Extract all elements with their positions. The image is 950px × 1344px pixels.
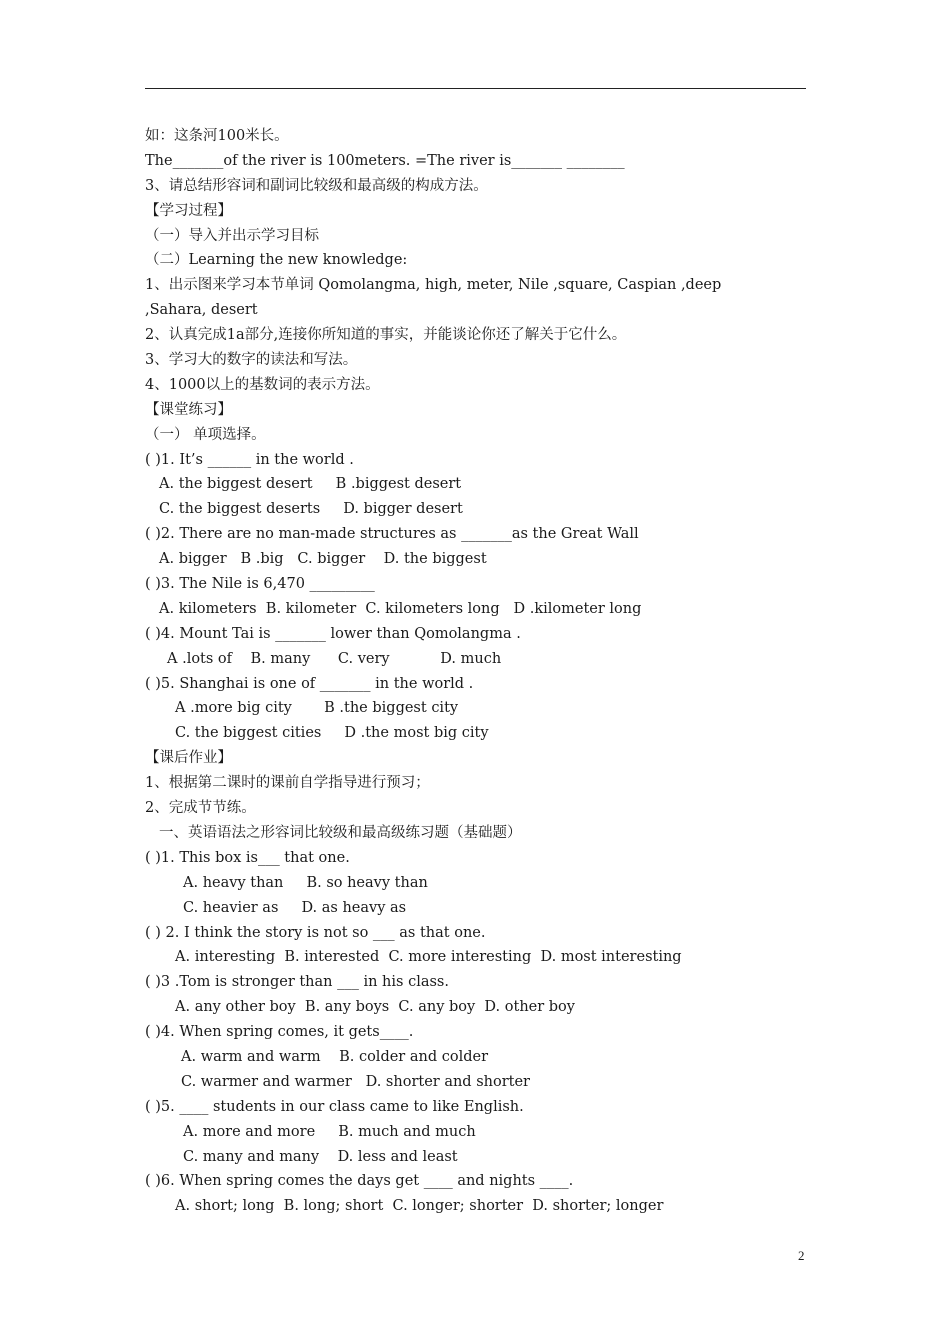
text-line: A. kilometers B. kilometer C. kilometers long D .kilometer long: [159, 600, 642, 617]
text-line: The_______of the river is 100meters. =The river is_______ ________: [145, 152, 625, 169]
text-line: 3、请总结形容词和副词比较级和最高级的构成方法。: [145, 177, 488, 194]
text-line: （一） 单项选择。: [145, 426, 266, 443]
text-line: A. bigger B .big C. bigger D. the biggest: [159, 551, 487, 568]
text-line: A. short; long B. long; short C. longer; shorter D. shorter; longer: [175, 1198, 664, 1215]
text-line: A. heavy than B. so heavy than: [183, 874, 428, 891]
text-line: 1、根据第二课时的课前自学指导进行预习；: [145, 775, 430, 792]
header-rule: [145, 88, 806, 89]
text-line: 2、完成节节练。: [145, 800, 256, 817]
text-line: 【课堂练习】: [145, 401, 232, 418]
text-line: C. the biggest cities D .the most big city: [175, 725, 489, 742]
text-line: ( ) 2. I think the story is not so ___ as that one.: [145, 924, 486, 941]
text-line: 1、出示图来学习本节单词 Qomolangma, high, meter, Nile ,square, Caspian ,deep: [145, 277, 722, 294]
text-line: ( )6. When spring comes the days get ____ and nights ____.: [145, 1173, 574, 1190]
text-line: C. the biggest deserts D. bigger desert: [159, 501, 463, 518]
text-line: 【课后作业】: [145, 750, 232, 767]
text-line: C. heavier as D. as heavy as: [183, 899, 407, 916]
text-line: ( )3 .Tom is stronger than ___ in his class.: [145, 974, 449, 991]
page-number: 2: [798, 1248, 805, 1263]
text-line: A. any other boy B. any boys C. any boy D. other boy: [175, 999, 575, 1016]
text-line: ( )1. This box is___ that one.: [145, 849, 350, 866]
text-line: 4、1000以上的基数词的表示方法。: [145, 376, 380, 393]
text-line: 一、英语语法之形容词比较级和最高级练习题（基础题）: [159, 824, 522, 841]
text-line: ,Sahara, desert: [145, 302, 258, 319]
text-line: A. interesting B. interested C. more interesting D. most interesting: [175, 949, 682, 966]
text-line: 【学习过程】: [145, 202, 232, 219]
text-line: A .lots of B. many C. very D. much: [167, 650, 502, 667]
text-line: （二）Learning the new knowledge:: [145, 252, 408, 269]
text-line: ( )1. It’s ______ in the world .: [145, 451, 354, 468]
text-line: ( )4. When spring comes, it gets____.: [145, 1024, 414, 1041]
text-line: A. warm and warm B. colder and colder: [181, 1048, 489, 1065]
text-line: C. warmer and warmer D. shorter and shorter: [181, 1073, 530, 1090]
text-line: C. many and many D. less and least: [183, 1148, 458, 1165]
document-body: [145, 124, 815, 1219]
text-line: ( )3. The Nile is 6,470 _________: [145, 576, 375, 593]
text-line: A .more big city B .the biggest city: [175, 700, 459, 717]
text-line: ( )4. Mount Tai is _______ lower than Qomolangma .: [145, 625, 521, 642]
text-line: A. more and more B. much and much: [183, 1123, 476, 1140]
text-line: （一）导入并出示学习目标: [145, 227, 319, 244]
text-line: 如：这条河100米长。: [145, 128, 289, 144]
text-line: 2、认真完成1a部分,连接你所知道的事实，并能谈论你还了解关于它什么。: [145, 327, 627, 344]
text-line: ( )5. ____ students in our class came to like English.: [145, 1098, 524, 1115]
text-line: ( )5. Shanghai is one of _______ in the world .: [145, 675, 474, 692]
text-line: 3、学习大的数字的读法和写法。: [145, 352, 358, 369]
text-line: ( )2. There are no man-made structures as _______as the Great Wall: [145, 526, 639, 543]
text-line: A. the biggest desert B .biggest desert: [159, 476, 462, 493]
